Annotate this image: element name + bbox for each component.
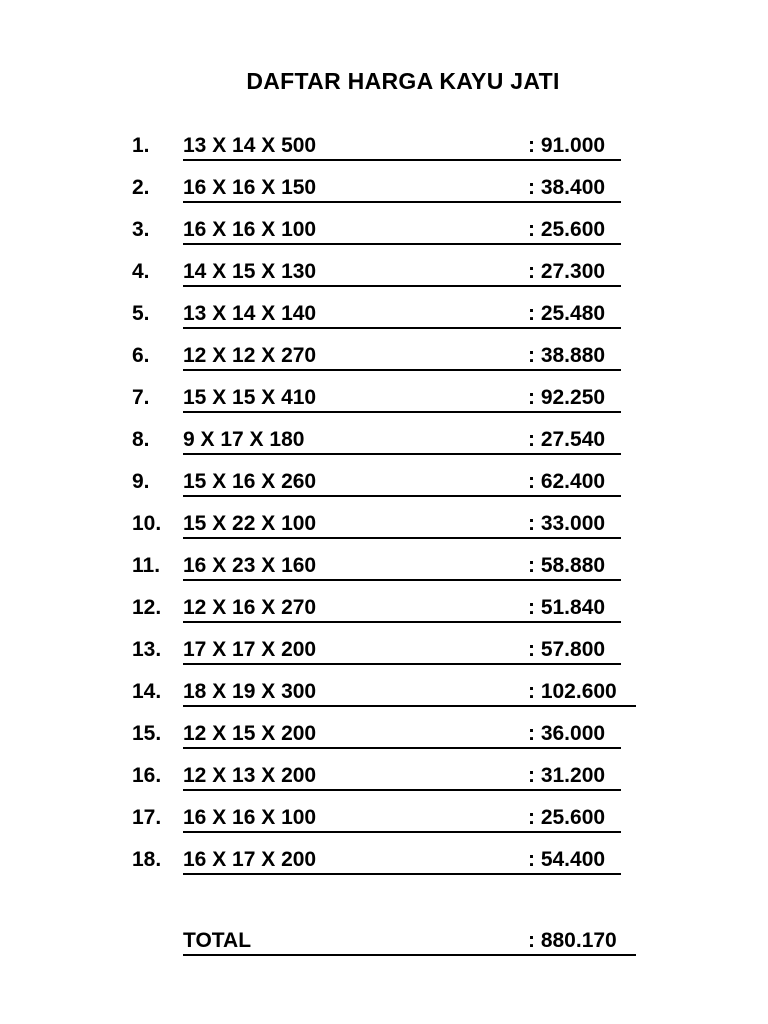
row-price: : 25.480 — [528, 302, 606, 325]
row-price: : 54.400 — [528, 848, 606, 871]
row-price: : 57.800 — [528, 638, 606, 661]
price-row — [0, 173, 768, 215]
row-number: 10. — [132, 512, 162, 535]
row-price: : 25.600 — [528, 218, 606, 241]
row-underline — [183, 383, 621, 413]
row-underline — [183, 509, 621, 539]
row-underline — [183, 131, 621, 161]
row-underline — [183, 467, 621, 497]
row-price: : 36.000 — [528, 722, 606, 745]
price-row — [0, 131, 768, 173]
row-size: 13 X 14 X 500 — [183, 134, 317, 157]
row-number: 3. — [132, 218, 150, 241]
row-number: 7. — [132, 386, 150, 409]
price-row — [0, 593, 768, 635]
row-number: 8. — [132, 428, 150, 451]
row-price: : 51.840 — [528, 596, 606, 619]
row-number: 11. — [132, 554, 161, 577]
row-size: 14 X 15 X 130 — [183, 260, 317, 283]
row-number: 12. — [132, 596, 162, 619]
document-title: DAFTAR HARGA KAYU JATI — [246, 68, 560, 94]
row-underline — [183, 551, 621, 581]
price-row — [0, 257, 768, 299]
row-size: 16 X 16 X 100 — [183, 218, 317, 241]
row-number: 4. — [132, 260, 150, 283]
row-number: 1. — [132, 134, 150, 157]
row-underline — [183, 761, 621, 791]
row-price: : 102.600 — [528, 680, 617, 703]
row-size: 16 X 16 X 150 — [183, 176, 317, 199]
price-row — [0, 761, 768, 803]
row-number: 17. — [132, 806, 162, 829]
row-price: : 27.540 — [528, 428, 606, 451]
price-list — [0, 131, 768, 887]
row-underline — [183, 173, 621, 203]
row-size: 16 X 23 X 160 — [183, 554, 317, 577]
row-size: 12 X 12 X 270 — [183, 344, 317, 367]
row-price: : 38.400 — [528, 176, 606, 199]
row-number: 6. — [132, 344, 150, 367]
row-number: 9. — [132, 470, 150, 493]
row-underline — [183, 215, 621, 245]
row-number: 14. — [132, 680, 162, 703]
price-row — [0, 341, 768, 383]
price-row — [0, 509, 768, 551]
price-row — [0, 803, 768, 845]
total-underline — [183, 926, 636, 956]
row-price: : 38.880 — [528, 344, 606, 367]
row-underline — [183, 341, 621, 371]
row-number: 16. — [132, 764, 162, 787]
row-underline — [183, 425, 621, 455]
row-number: 13. — [132, 638, 162, 661]
row-underline — [183, 845, 621, 875]
row-underline — [183, 299, 621, 329]
price-row — [0, 551, 768, 593]
price-row — [0, 677, 768, 719]
row-underline — [183, 257, 621, 287]
row-underline — [183, 635, 621, 665]
row-underline — [183, 803, 621, 833]
row-price: : 91.000 — [528, 134, 606, 157]
row-underline — [183, 719, 621, 749]
price-row — [0, 215, 768, 257]
row-number: 2. — [132, 176, 150, 199]
row-number: 18. — [132, 848, 162, 871]
row-size: 9 X 17 X 180 — [183, 428, 305, 451]
total-label: TOTAL — [183, 929, 252, 952]
row-price: : 33.000 — [528, 512, 606, 535]
row-size: 15 X 22 X 100 — [183, 512, 317, 535]
row-size: 16 X 17 X 200 — [183, 848, 317, 871]
row-price: : 92.250 — [528, 386, 606, 409]
price-row — [0, 383, 768, 425]
price-row — [0, 425, 768, 467]
row-size: 15 X 15 X 410 — [183, 386, 317, 409]
price-row — [0, 719, 768, 761]
row-price: : 27.300 — [528, 260, 606, 283]
total-value: : 880.170 — [528, 929, 617, 952]
row-size: 15 X 16 X 260 — [183, 470, 317, 493]
row-price: : 58.880 — [528, 554, 606, 577]
row-size: 12 X 15 X 200 — [183, 722, 317, 745]
row-size: 13 X 14 X 140 — [183, 302, 317, 325]
row-price: : 31.200 — [528, 764, 606, 787]
row-size: 17 X 17 X 200 — [183, 638, 317, 661]
row-underline — [183, 593, 621, 623]
row-number: 15. — [132, 722, 162, 745]
price-row — [0, 467, 768, 509]
row-size: 18 X 19 X 300 — [183, 680, 317, 703]
row-size: 16 X 16 X 100 — [183, 806, 317, 829]
row-price: : 25.600 — [528, 806, 606, 829]
total-row — [0, 926, 768, 958]
row-number: 5. — [132, 302, 150, 325]
row-price: : 62.400 — [528, 470, 606, 493]
row-size: 12 X 13 X 200 — [183, 764, 317, 787]
row-size: 12 X 16 X 270 — [183, 596, 317, 619]
price-row — [0, 635, 768, 677]
row-underline — [183, 677, 636, 707]
price-row — [0, 845, 768, 887]
price-row — [0, 299, 768, 341]
